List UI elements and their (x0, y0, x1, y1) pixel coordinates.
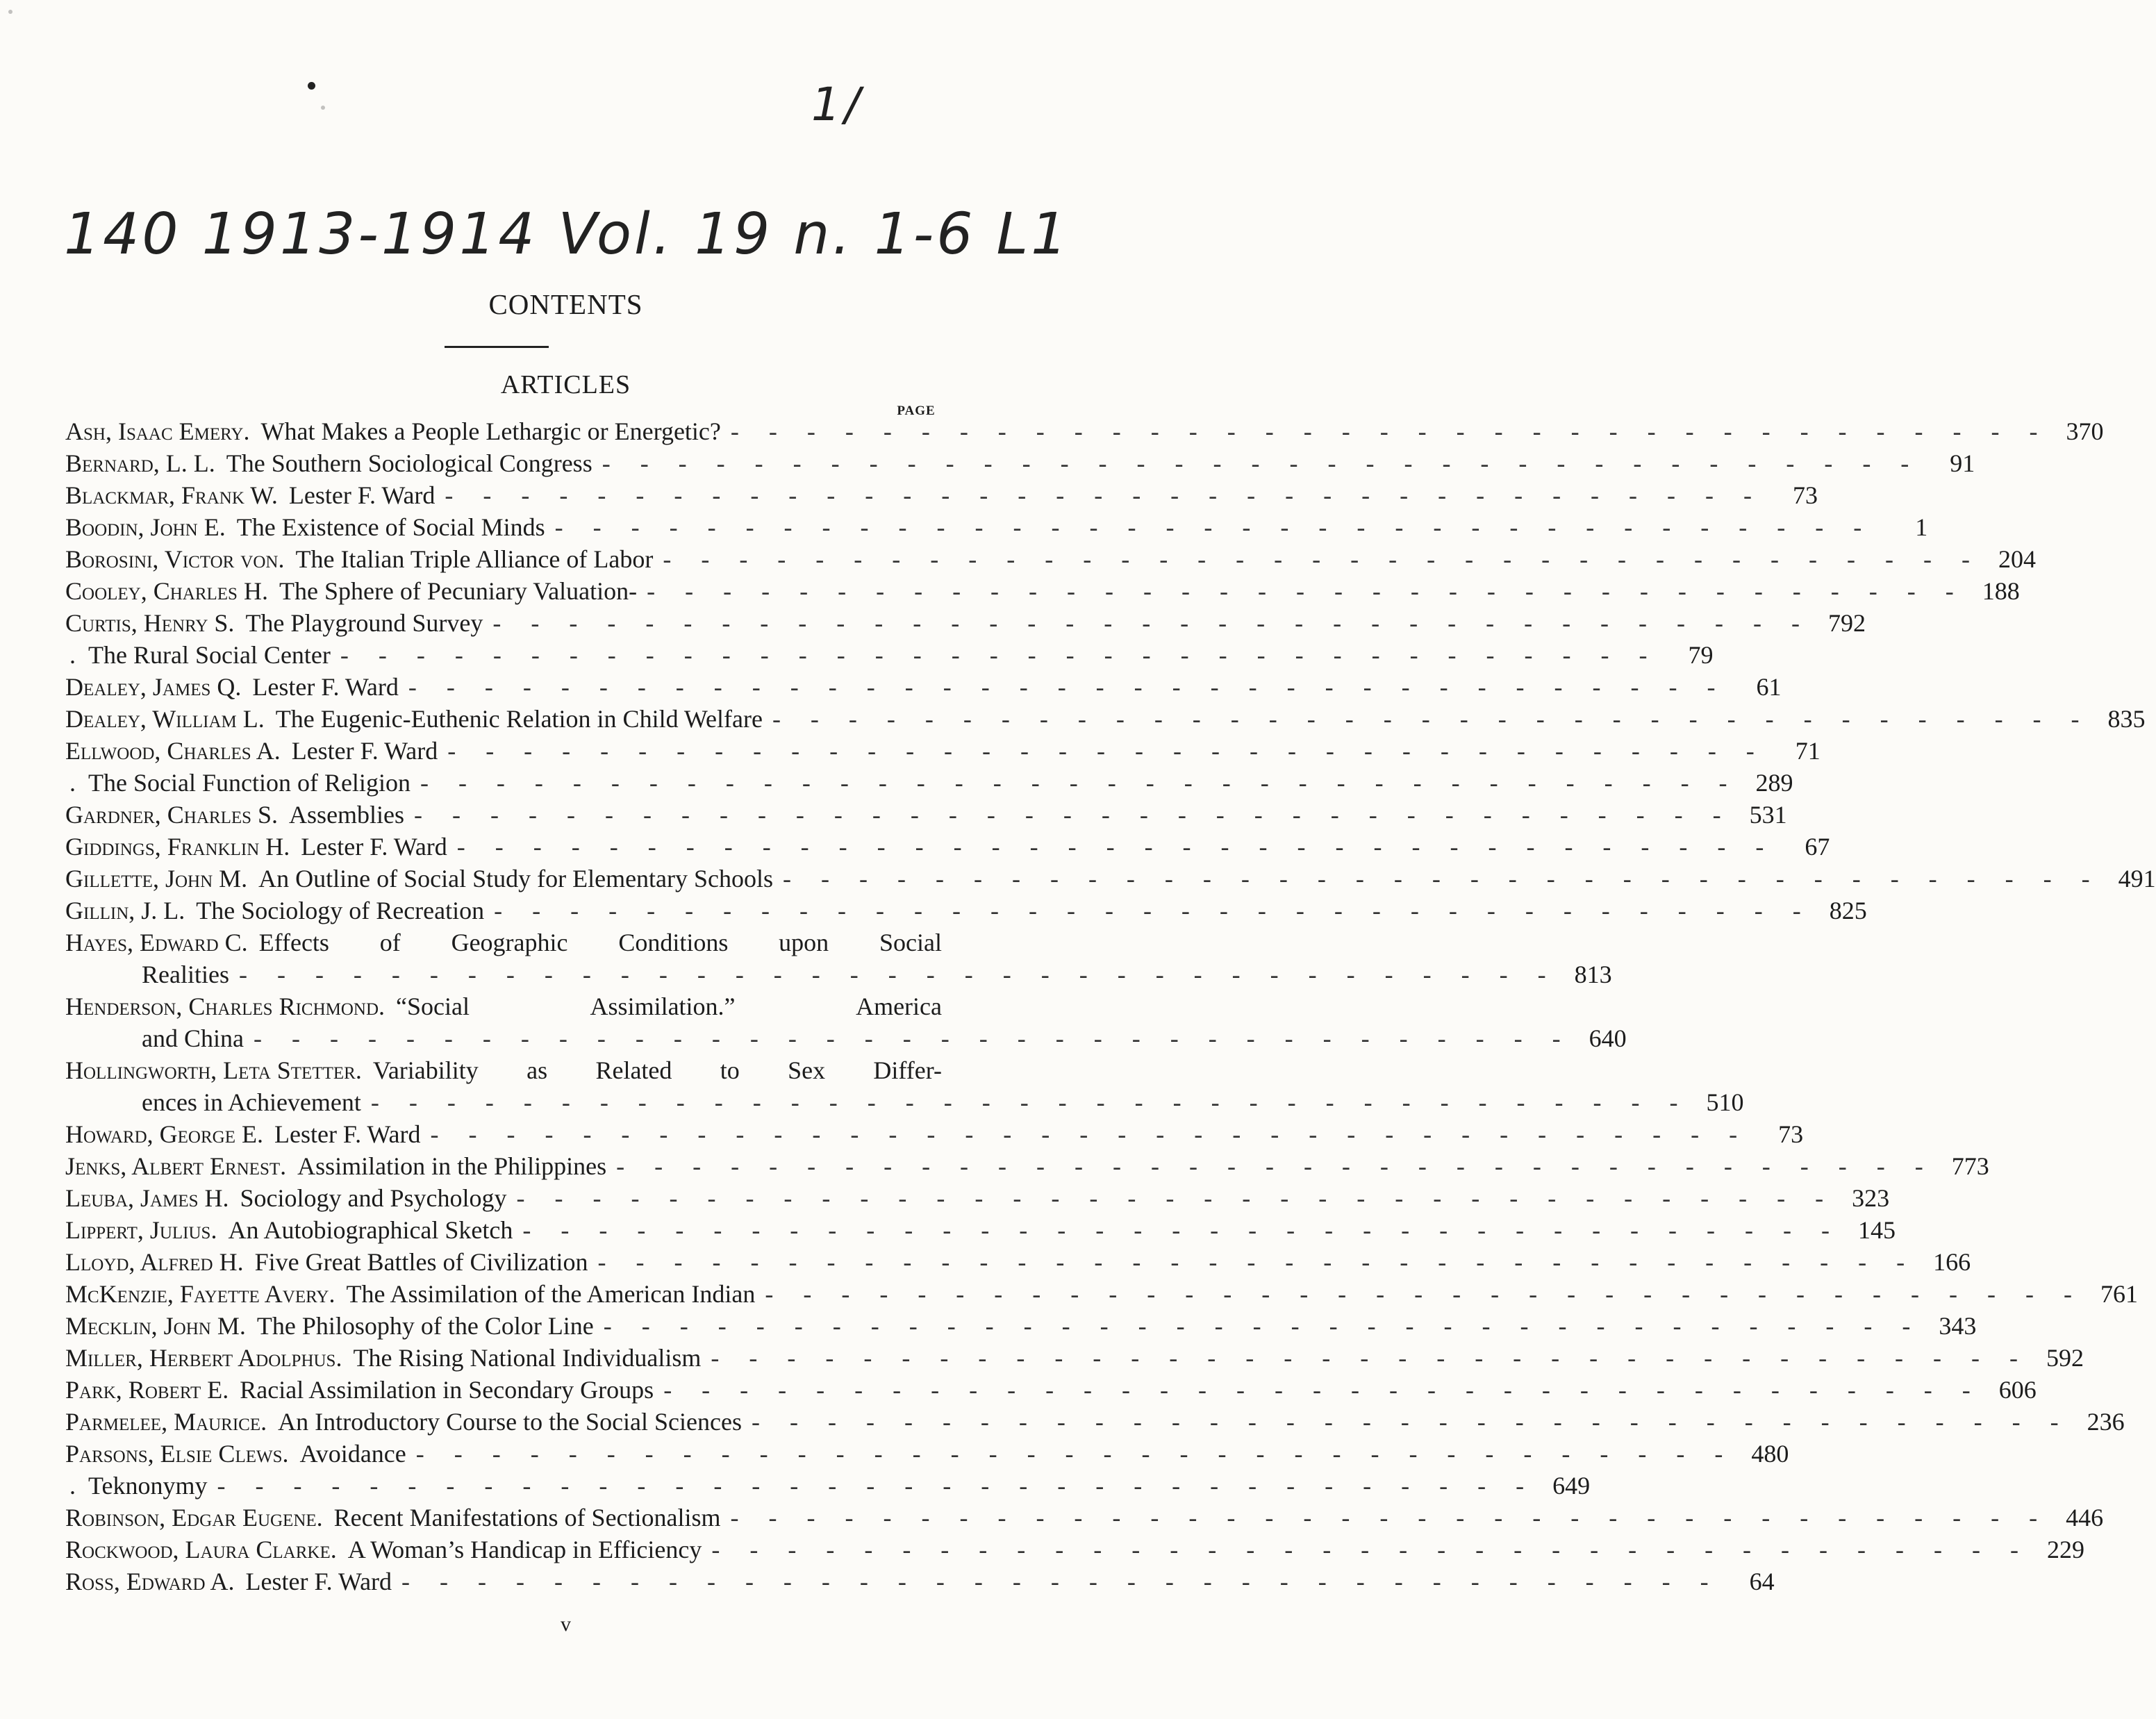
entry-page-number: 343 (1939, 1312, 1977, 1340)
entry-page-number: 73 (1793, 481, 1818, 509)
toc-entry (65, 1246, 1971, 1278)
entry-title: Lester F. Ward (274, 1120, 421, 1148)
toc-entry (65, 1534, 2084, 1566)
entry-page-number: 67 (1805, 833, 1830, 861)
entry-page-number: 145 (1857, 1216, 1896, 1244)
toc-entry (65, 735, 1821, 767)
entry-title: Variability as Related to Sex Differ- (372, 1056, 942, 1084)
entry-page-number: 1 (1915, 513, 1928, 541)
entry-page-number: 73 (1778, 1120, 1804, 1148)
dot-leader: - - - - - - - - - - - - - - - - - - - - - - - - - - - - - - - - - - - (647, 577, 1966, 605)
dot-leader: - - - - - - - - - - - - - - - - - - - - - - - - - - - - - - - - - - - (730, 417, 2050, 445)
entry-title: Lester F. Ward (291, 737, 438, 765)
dot-leader: - - - - - - - - - - - - - - - - - - - - - - - - - - - - - - - - - - - (492, 609, 1811, 637)
entry-title: Assemblies (289, 801, 405, 829)
entry-title: Lester F. Ward (301, 833, 447, 861)
entry-title: The Southern Sociological Congress (226, 449, 592, 477)
toc-entry (65, 1406, 2125, 1438)
entry-title: Five Great Battles of Civilization (254, 1248, 588, 1276)
dot-leader: - - - - - - - - - - - - - - - - - - - - - - - - - - - - - - - - - - - (238, 961, 1558, 988)
entry-title: Assimilation in the Philippines (297, 1152, 607, 1180)
entry-page-number: 71 (1795, 737, 1821, 765)
dot-leader: - - - - - - - - - - - - - - - - - - - - - - - - - - - - - - - - - - - (516, 1184, 1836, 1212)
toc-entry (65, 671, 1782, 703)
entry-title: An Autobiographical Sketch (228, 1216, 513, 1244)
entry-title: The Existence of Social Minds (236, 513, 545, 541)
entry-title: The Rising National Individualism (353, 1344, 702, 1372)
entry-title: A Woman’s Handicap in Efficiency (347, 1536, 702, 1563)
dot-leader: - - - - - - - - - - - - - - - - - - - - - - - - - - - - - - - - - - - (730, 1504, 2050, 1531)
entry-title-continued: ences in Achievement (142, 1088, 361, 1116)
title-rule (445, 346, 549, 348)
toc-entry (65, 927, 1612, 990)
entry-author: Dealey, William L. (65, 705, 265, 733)
entry-page-number: 229 (2046, 1536, 2084, 1563)
entry-title: The Assimilation of the American Indian (346, 1280, 756, 1308)
dot-leader: - - - - - - - - - - - - - - - - - - - - - - - - - - - - - - - - - - - (415, 1440, 1735, 1468)
entry-page-number: 761 (2100, 1280, 2138, 1308)
toc-entry (65, 1310, 1977, 1342)
dot-leader: - - - - - - - - - - - - - - - - - - - - - - - - - - - - - - - - - - - (430, 1120, 1750, 1148)
entry-title: “Social Assimilation.” America (396, 993, 942, 1020)
entry-author: Bernard, L. L. (65, 449, 215, 477)
page-column-header: PAGE (897, 404, 936, 418)
toc-entry (65, 1566, 1775, 1597)
entry-page-number: 204 (1998, 545, 2036, 573)
ink-dot (308, 82, 315, 90)
dot-leader: - - - - - - - - - - - - - - - - - - - - - - - - - - - - - - - - - - - (408, 673, 1727, 701)
dot-leader: - - - - - - - - - - - - - - - - - - - - - - - - - - - - - - - - - - - (445, 481, 1764, 509)
dot-leader: - - - - - - - - - - - - - - - - - - - - - - - - - - - - - - - - - - - (370, 1088, 1690, 1116)
entry-title: What Makes a People Lethargic or Energetic? (260, 417, 721, 445)
dot-leader: - - - - - - - - - - - - - - - - - - - - - - - - - - - - - - - - - - - (554, 513, 1874, 541)
entry-author: Gillette, John M. (65, 865, 248, 892)
entry-author: Miller, Herbert Adolphus. (65, 1344, 342, 1372)
entry-author: . (69, 1472, 76, 1500)
entry-page-number: 640 (1589, 1024, 1627, 1052)
toc-entry (65, 607, 1866, 639)
dot-leader: - - - - - - - - - - - - - - - - - - - - - - - - - - - - - - - - - - - (602, 449, 1921, 477)
entry-title: Sociology and Psychology (240, 1184, 507, 1212)
toc-entry (65, 831, 1830, 863)
dot-leader: - - - - - - - - - - - - - - - - - - - - - - - - - - - - - - - - - - - (663, 545, 1982, 573)
entry-author: Robinson, Edgar Eugene. (65, 1504, 323, 1531)
entry-author: Jenks, Albert Ernest. (65, 1152, 287, 1180)
toc-entry (65, 511, 1928, 543)
entry-title: The Rural Social Center (88, 641, 331, 669)
entry-author: Lloyd, Alfred H. (65, 1248, 244, 1276)
toc-entry (65, 1438, 1789, 1470)
contents-heading: CONTENTS (488, 288, 643, 320)
entry-title: Lester F. Ward (252, 673, 399, 701)
toc-entry (65, 1374, 2037, 1406)
entry-page-number: 825 (1829, 897, 1867, 924)
entry-author: Hayes, Edward C. (65, 929, 248, 956)
entry-author: Henderson, Charles Richmond. (65, 993, 385, 1020)
entry-author: Dealey, James Q. (65, 673, 242, 701)
toc-entry (65, 479, 1818, 511)
entry-author: . (69, 769, 76, 797)
entry-title: The Social Function of Religion (88, 769, 411, 797)
toc-entry (65, 1214, 1896, 1246)
dot-leader: - - - - - - - - - - - - - - - - - - - - - - - - - - - - - - - - - - - (616, 1152, 1935, 1180)
entry-author: Lippert, Julius. (65, 1216, 217, 1244)
toc-entry (65, 1278, 2138, 1310)
entry-author: Gardner, Charles S. (65, 801, 279, 829)
entry-author: Rockwood, Laura Clarke. (65, 1536, 337, 1563)
entry-author: Curtis, Henry S. (65, 609, 235, 637)
entry-title: Teknonymy (88, 1472, 208, 1500)
entry-page-number: 606 (1998, 1376, 2037, 1404)
toc-entry (65, 575, 2020, 607)
dot-leader: - - - - - - - - - - - - - - - - - - - - - - - - - - - - - - - - - - - (663, 1376, 1982, 1404)
toc-entry (65, 799, 1787, 831)
entry-title: The Sociology of Recreation (196, 897, 485, 924)
toc-entry (65, 895, 1867, 927)
entry-page-number: 792 (1827, 609, 1866, 637)
toc-entry (65, 1342, 2084, 1374)
dot-leader: - - - - - - - - - - - - - - - - - - - - - - - - - - - - - - - - - - - (522, 1216, 1841, 1244)
toc-entry (65, 447, 1975, 479)
entry-page-number: 813 (1574, 961, 1612, 988)
dot-leader: - - - - - - - - - - - - - - - - - - - - - - - - - - - - - - - - - - - (420, 769, 1739, 797)
entry-page-number: 649 (1552, 1472, 1591, 1500)
entry-page-number: 91 (1950, 449, 1975, 477)
dot-leader: - - - - - - - - - - - - - - - - - - - - - - - - - - - - - - - - - - - (253, 1024, 1573, 1052)
entry-page-number: 64 (1749, 1568, 1775, 1595)
toc-entry (65, 703, 2146, 735)
entry-author: Park, Robert E. (65, 1376, 229, 1404)
entry-page-number: 773 (1951, 1152, 1989, 1180)
dot-leader: - - - - - - - - - - - - - - - - - - - - - - - - - - - - - - - - - - - (711, 1344, 2030, 1372)
entry-page-number: 188 (1982, 577, 2020, 605)
entry-title: The Sphere of Pecuniary Valuation- (279, 577, 638, 605)
entry-page-number: 79 (1688, 641, 1714, 669)
dot-leader: - - - - - - - - - - - - - - - - - - - - - - - - - - - - - - - - - - - (711, 1536, 2030, 1563)
entry-page-number: 370 (2066, 417, 2104, 445)
dot-leader: - - - - - - - - - - - - - - - - - - - - - - - - - - - - - - - - - - - (752, 1408, 2071, 1436)
entry-page-number: 166 (1933, 1248, 1971, 1276)
articles-heading: ARTICLES (500, 370, 631, 399)
entry-author: Cooley, Charles H. (65, 577, 268, 605)
entry-author: . (69, 641, 76, 669)
entry-page-number: 480 (1751, 1440, 1789, 1468)
entry-author: Mecklin, John M. (65, 1312, 246, 1340)
toc-entry (65, 863, 2156, 895)
entry-title: An Introductory Course to the Social Sciences (278, 1408, 742, 1436)
entry-title: The Playground Survey (245, 609, 483, 637)
dot-leader: - - - - - - - - - - - - - - - - - - - - - - - - - - - - - - - - - - - (494, 897, 1813, 924)
entry-author: Howard, George E. (65, 1120, 263, 1148)
entry-title: An Outline of Social Study for Elementary Schools (258, 865, 774, 892)
entry-author: Gillin, J. L. (65, 897, 185, 924)
entry-author: McKenzie, Fayette Avery. (65, 1280, 335, 1308)
entry-title: Effects of Geographic Conditions upon Social (258, 929, 942, 956)
toc-entry (65, 990, 1627, 1054)
page-folio: v (561, 1613, 571, 1636)
entry-title-continued: and China (142, 1024, 244, 1052)
toc-entry (65, 1150, 1989, 1182)
entry-title: Racial Assimilation in Secondary Groups (240, 1376, 654, 1404)
dot-leader: - - - - - - - - - - - - - - - - - - - - - - - - - - - - - - - - - - - (765, 1280, 2084, 1308)
entry-author: Ash, Isaac Emery. (65, 417, 250, 445)
dot-leader: - - - - - - - - - - - - - - - - - - - - - - - - - - - - - - - - - - - (783, 865, 2102, 892)
entry-author: Ross, Edward A. (65, 1568, 235, 1595)
dot-leader: - - - - - - - - - - - - - - - - - - - - - - - - - - - - - - - - - - - (603, 1312, 1923, 1340)
toc-entry (65, 1054, 1744, 1118)
entry-author: Ellwood, Charles A. (65, 737, 281, 765)
entry-page-number: 592 (2046, 1344, 2084, 1372)
entry-title: Lester F. Ward (288, 481, 436, 509)
handwritten-volume-note: 140 1913-1914 Vol. 19 n. 1-6 L1 (64, 201, 1070, 267)
dot-leader: - - - - - - - - - - - - - - - - - - - - - - - - - - - - - - - - - - - (414, 801, 1733, 829)
toc-entry (65, 543, 2036, 575)
dot-leader: - - - - - - - - - - - - - - - - - - - - - - - - - - - - - - - - - - - (401, 1568, 1720, 1595)
entry-author: Hollingworth, Leta Stetter. (65, 1056, 362, 1084)
dot-leader: - - - - - - - - - - - - - - - - - - - - - - - - - - - - - - - - - - - (772, 705, 2091, 733)
toc-entry (65, 1182, 1890, 1214)
entry-page-number: 835 (2107, 705, 2146, 733)
table-of-contents (65, 415, 2156, 1597)
entry-title: Lester F. Ward (245, 1568, 392, 1595)
toc-entry (65, 1118, 1804, 1150)
dot-leader: - - - - - - - - - - - - - - - - - - - - - - - - - - - - - - - - - - - (597, 1248, 1917, 1276)
entry-author: Parsons, Elsie Clews. (65, 1440, 289, 1468)
entry-page-number: 61 (1756, 673, 1782, 701)
dot-leader: - - - - - - - - - - - - - - - - - - - - - - - - - - - - - - - - - - - (217, 1472, 1536, 1500)
entry-author: Borosini, Victor von. (65, 545, 285, 573)
toc-entry (65, 639, 1714, 671)
entry-title: Recent Manifestations of Sectionalism (333, 1504, 721, 1531)
ink-speck (321, 106, 325, 110)
toc-entry (65, 415, 2104, 447)
entry-author: Boodin, John E. (65, 513, 226, 541)
toc-entry (65, 1502, 2104, 1534)
entry-page-number: 491 (2118, 865, 2156, 892)
dot-leader: - - - - - - - - - - - - - - - - - - - - - - - - - - - - - - - - - - - (340, 641, 1659, 669)
toc-entry (65, 767, 1793, 799)
handwritten-mark: 1/ (811, 78, 865, 131)
entry-page-number: 323 (1852, 1184, 1890, 1212)
entry-page-number: 289 (1755, 769, 1793, 797)
entry-page-number: 446 (2066, 1504, 2104, 1531)
entry-title: Avoidance (299, 1440, 406, 1468)
entry-page-number: 531 (1749, 801, 1787, 829)
dot-leader: - - - - - - - - - - - - - - - - - - - - - - - - - - - - - - - - - - - (447, 737, 1766, 765)
dot-leader: - - - - - - - - - - - - - - - - - - - - - - - - - - - - - - - - - - - (456, 833, 1776, 861)
ink-speck (8, 10, 13, 14)
entry-page-number: 510 (1706, 1088, 1744, 1116)
entry-page-number: 236 (2087, 1408, 2125, 1436)
entry-title: The Eugenic-Euthenic Relation in Child Welfare (275, 705, 763, 733)
entry-author: Leuba, James H. (65, 1184, 229, 1212)
entry-author: Giddings, Franklin H. (65, 833, 290, 861)
toc-entry (65, 1470, 1591, 1502)
entry-author: Blackmar, Frank W. (65, 481, 278, 509)
entry-author: Parmelee, Maurice. (65, 1408, 267, 1436)
entry-title-continued: Realities (142, 961, 229, 988)
entry-title: The Philosophy of the Color Line (256, 1312, 594, 1340)
entry-title: The Italian Triple Alliance of Labor (295, 545, 654, 573)
